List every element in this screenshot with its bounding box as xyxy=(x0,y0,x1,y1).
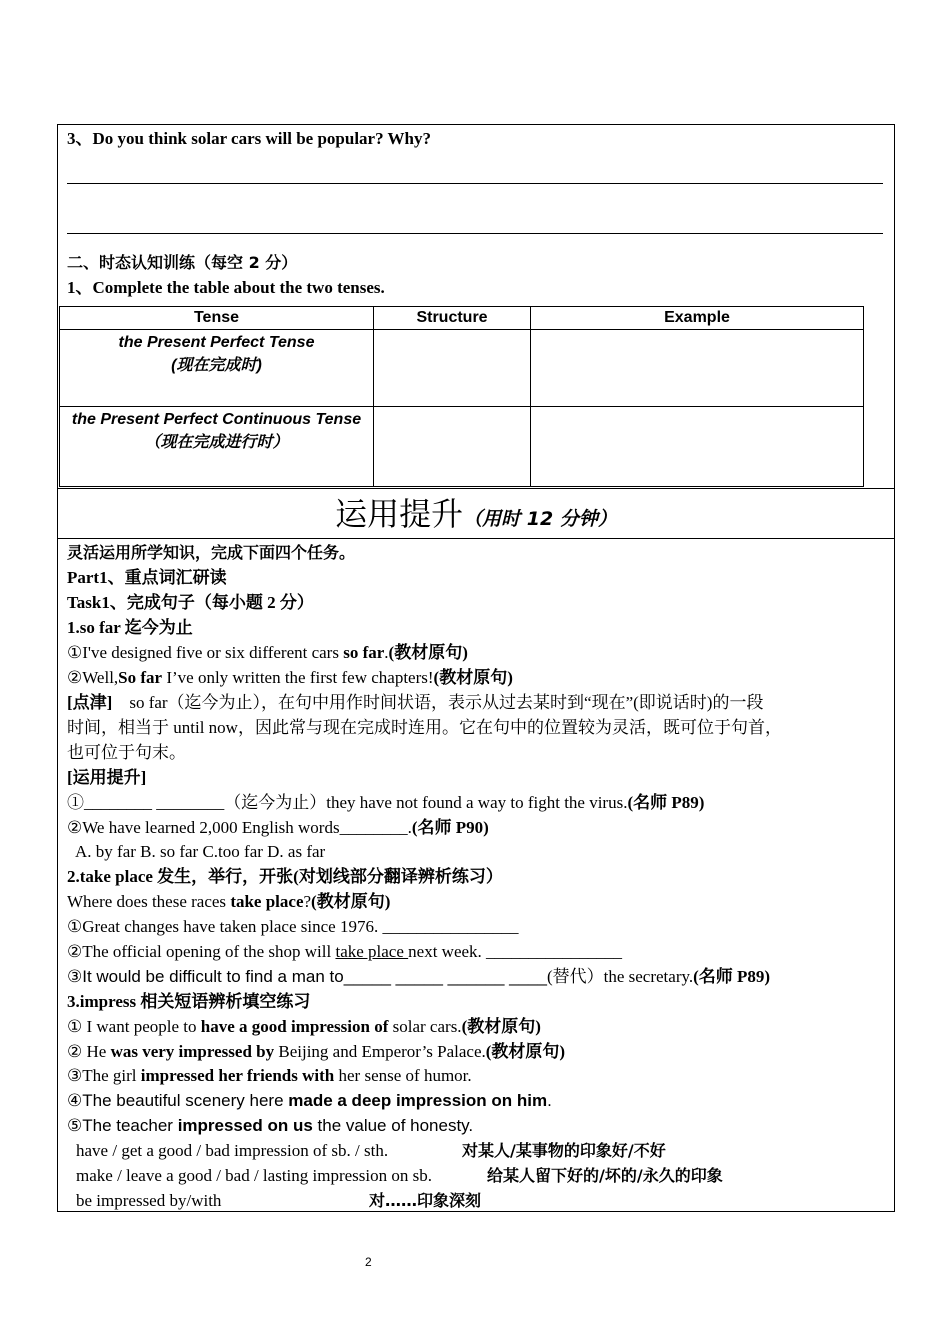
heading-so-far: 1.so far 迄今为止 xyxy=(67,618,193,637)
structure-cell[interactable] xyxy=(374,330,531,407)
part1-heading: Part1、重点词汇研读 xyxy=(67,568,227,587)
section-title-main: 运用提升 xyxy=(335,495,464,533)
apply-item-2[interactable]: ②We have learned 2,000 English words________.(名师 P90) xyxy=(67,818,489,837)
tense-cell xyxy=(60,407,374,487)
apply-item-2-options[interactable]: A. by far B. so far C.too far D. as far xyxy=(75,842,326,861)
question-3: 3、Do you think solar cars will be popular? Why? xyxy=(67,129,431,148)
header-example: Example xyxy=(531,307,864,330)
apply-item-1[interactable]: ①________ ________（迄今为止）they have not found a way to fight the virus.(名师 P89) xyxy=(67,793,705,812)
page-number: 2 xyxy=(365,1255,372,1269)
heading-impress: 3.impress 相关短语辨析填空练习 xyxy=(67,992,311,1011)
example-take-place: Where does these races take place?(教材原句) xyxy=(67,892,391,911)
intro: 灵活运用所学知识，完成下面四个任务。 xyxy=(67,543,356,562)
note-label: [点津] xyxy=(67,693,113,712)
tense-en: the Present Perfect Continuous Tense xyxy=(71,411,362,428)
example-cell[interactable] xyxy=(531,407,864,487)
translate-item-2[interactable]: ②The official opening of the shop will take place next week. ________________ xyxy=(67,942,623,961)
apply-label: [运用提升] xyxy=(67,768,147,787)
structure-cell[interactable] xyxy=(374,407,531,487)
header-structure: Structure xyxy=(374,307,531,330)
section-title xyxy=(57,492,895,542)
phrase-2-en: make / leave a good / bad / lasting impression on sb. xyxy=(76,1166,432,1185)
tense-table xyxy=(59,306,864,487)
impress-item-3[interactable]: ③The girl impressed her friends with her sense of humor. xyxy=(67,1066,472,1085)
header-tense: Tense xyxy=(60,307,374,330)
tense-cn: （现在完成进行时） xyxy=(144,434,289,451)
phrase-2-cn: 给某人留下好的/坏的/永久的印象 xyxy=(487,1166,723,1185)
note-line-2: 时间，相当于 until now，因此常与现在完成时连用。它在句中的位置较为灵活，既可位于句首， xyxy=(67,718,782,737)
translate-item-1[interactable]: ①Great changes have taken place since 1976. ________________ xyxy=(67,917,519,936)
tense-cn: (现在完成时) xyxy=(171,357,262,374)
note-line-1: [点津] so far（迄今为止），在句中用作时间状语，表示从过去某时到“现在”(即说话时)的一段 xyxy=(67,693,764,712)
translate-item-3[interactable]: ③It would be difficult to find a man to_____ _____ ______ ____(替代）the secretary.(名师 P89) xyxy=(67,967,771,986)
impress-item-2[interactable]: ② He was very impressed by Beijing and Emperor’s Palace.(教材原句) xyxy=(67,1042,566,1061)
tense-en: the Present Perfect Tense xyxy=(118,334,315,351)
section-title-sub: （用时 12 分钟） xyxy=(463,508,617,530)
phrase-1-cn: 对某人/某事物的印象好/不好 xyxy=(462,1141,666,1160)
example-cell[interactable] xyxy=(531,330,864,407)
impress-item-5[interactable]: ⑤The teacher impressed on us the value of honesty. xyxy=(67,1116,474,1135)
phrase-3-en: be impressed by/with xyxy=(76,1191,222,1210)
example-so-far-1: ①I've designed five or six different cars so far.(教材原句) xyxy=(67,643,468,662)
impress-item-1[interactable]: ① I want people to have a good impression of solar cars.(教材原句) xyxy=(67,1017,541,1036)
answer-line-1[interactable] xyxy=(67,183,883,184)
example-so-far-2: ②Well,So far I’ve only written the first few chapters!(教材原句) xyxy=(67,668,513,687)
impress-item-4[interactable]: ④The beautiful scenery here made a deep impression on him. xyxy=(67,1091,552,1110)
phrase-1-en: have / get a good / bad impression of sb. / sth. xyxy=(76,1141,389,1160)
note-line-3: 也可位于句末。 xyxy=(67,743,186,762)
table-instruction: 1、Complete the table about the two tenses. xyxy=(67,278,385,297)
task1-heading: Task1、完成句子（每小题 2 分） xyxy=(67,593,314,612)
phrase-3-cn: 对……印象深刻 xyxy=(369,1191,482,1210)
tense-cell xyxy=(60,330,374,407)
section-2-title: 二、时态认知训练（每空 2 分） xyxy=(67,253,298,272)
answer-line-2[interactable] xyxy=(67,233,883,234)
heading-take-place: 2.take place 发生，举行，开张(对划线部分翻译辨析练习） xyxy=(67,867,503,886)
